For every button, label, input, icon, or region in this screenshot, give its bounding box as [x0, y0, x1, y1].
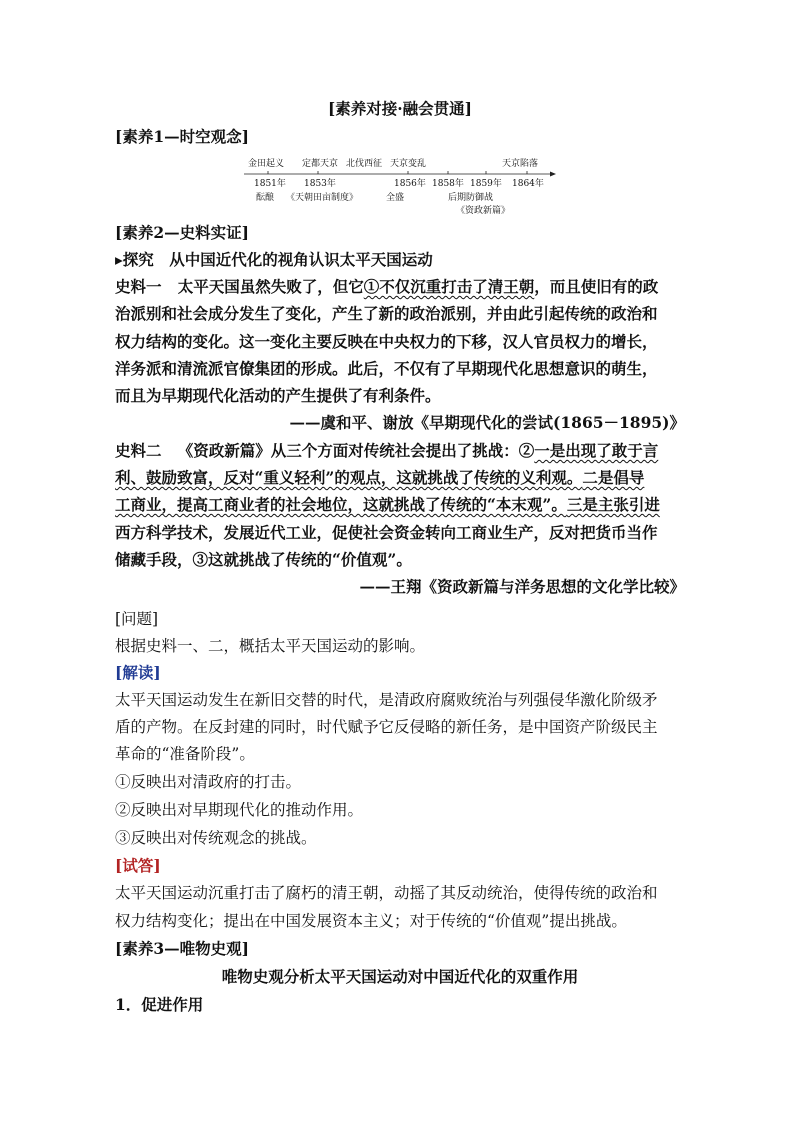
- interpretation-tag: [解读]: [115, 663, 161, 682]
- question-tag: [问题]: [115, 610, 159, 628]
- interpretation-line: 太平天国运动发生在新旧交替的时代，是清政府腐败统治与列强侵华激化阶级矛: [115, 691, 658, 709]
- material-2-line: [115, 491, 685, 519]
- answer-tag: [试答]: [115, 856, 161, 875]
- timeline-arrow: [550, 172, 556, 177]
- material-2-line: [115, 464, 685, 492]
- material-1-line: 洋务派和清流派官僚集团的形成。此后，不仅有了早期现代化思想意识的萌生，: [115, 359, 658, 378]
- material-2-source: ——王翔《资政新篇与洋务思想的文化学比较》: [359, 577, 685, 596]
- literacy-3-title: [素养3—唯物史观]: [115, 939, 249, 958]
- timeline-top-label: 天京变乱: [390, 159, 427, 169]
- timeline-bottom-label: 酝酿: [256, 193, 275, 203]
- literacy-3-heading: 唯物史观分析太平天国运动对中国近代化的双重作用: [221, 967, 579, 986]
- material-2-line: 西方科学技术，发展近代工业，促使社会资金转向工商业生产，反对把货币当作: [115, 523, 658, 542]
- material-2-highlight: 工商业，提高工商业者的社会地位，这就挑战了传统的“本末观”。: [115, 495, 567, 514]
- timeline-year: 1858年: [432, 179, 464, 189]
- material-2-label: 史料二: [115, 441, 162, 460]
- interpretation-line: 革命的“准备阶段”。: [115, 745, 255, 763]
- timeline-year: 1856年: [394, 179, 426, 189]
- interpretation-line: 盾的产物。在反封建的同时，时代赋予它反侵略的新任务，是中国资产阶级民主: [115, 718, 658, 736]
- material-2-highlight: 三是主张引进: [566, 495, 660, 514]
- timeline-bottom-label: 《资政新篇》: [456, 206, 511, 216]
- material-2-text: 《资政新篇》从三个方面对传统社会提出了挑战：②: [177, 441, 535, 460]
- material-1-line: 权力结构的变化。这一变化主要反映在中央权力的下移，汉人官员权力的增长，: [115, 332, 658, 351]
- timeline-bottom-label: 《天朝田亩制度》: [286, 193, 359, 203]
- material-2-highlight: 二是倡导: [582, 468, 645, 487]
- answer-line: 太平天国运动沉重打击了腐朽的清王朝，动摇了其反动统治，使得传统的政治和: [115, 884, 658, 902]
- material-1-text: ，而且使旧有的政: [534, 277, 659, 296]
- timeline-diagram: [240, 150, 560, 220]
- timeline-year: 1864年: [512, 179, 544, 189]
- answer-line: 权力结构变化；提出在中国发展资本主义；对于传统的“价值观”提出挑战。: [115, 912, 627, 930]
- material-1-line: 而且为早期现代化活动的产生提供了有利条件。: [115, 386, 441, 405]
- material-1-highlight: ①不仅沉重打击了清王朝: [363, 277, 535, 296]
- timeline-top-label: 北伐西征: [346, 159, 383, 169]
- literacy-2-title: [素养2—史料实证]: [115, 223, 249, 242]
- timeline-bottom-label: 后期防御战: [448, 193, 494, 203]
- material-1-line: 治派别和社会成分发生了变化，产生了新的政治派别，并由此引起传统的政治和: [115, 304, 658, 323]
- material-1-label: 史料一: [115, 277, 162, 296]
- timeline-year: 1851年: [254, 179, 286, 189]
- literacy-1-title: [素养1—时空观念]: [115, 127, 249, 146]
- interpretation-line: ③反映出对传统观念的挑战。: [115, 829, 317, 847]
- timeline-ticks: [268, 171, 527, 174]
- timeline-top-label: 金田起义: [248, 159, 285, 169]
- explore-heading: ▸探究 从中国近代化的视角认识太平天国运动: [115, 250, 433, 269]
- question-text: 根据史料一、二，概括太平天国运动的影响。: [115, 637, 426, 655]
- material-2-line: [115, 437, 685, 465]
- timeline-year: 1853年: [304, 179, 336, 189]
- material-1-source: ——虞和平、谢放《早期现代化的尝试(1865－1895)》: [289, 413, 685, 432]
- material-2-highlight: 利、鼓励致富，反对“重义轻利”的观点，这就挑战了传统的义利观。: [115, 468, 583, 487]
- interpretation-line: ①反映出对清政府的打击。: [115, 773, 302, 791]
- section-heading: [素养对接·融会贯通]: [327, 99, 473, 118]
- material-1-line: [115, 273, 685, 301]
- timeline-top-label: 天京陷落: [502, 159, 539, 169]
- list-item-1: 1．促进作用: [115, 995, 204, 1014]
- timeline-bottom-label: 全盛: [386, 193, 405, 203]
- material-2-highlight: 一是出现了敢于言: [534, 441, 659, 460]
- material-1-text: 太平天国虽然失败了，但它: [177, 277, 364, 296]
- timeline-year: 1859年: [470, 179, 502, 189]
- interpretation-line: ②反映出对早期现代化的推动作用。: [115, 801, 364, 819]
- timeline-top-label: 定都天京: [302, 159, 339, 169]
- material-2-line: 储藏手段，③这就挑战了传统的“价值观”。: [115, 550, 412, 569]
